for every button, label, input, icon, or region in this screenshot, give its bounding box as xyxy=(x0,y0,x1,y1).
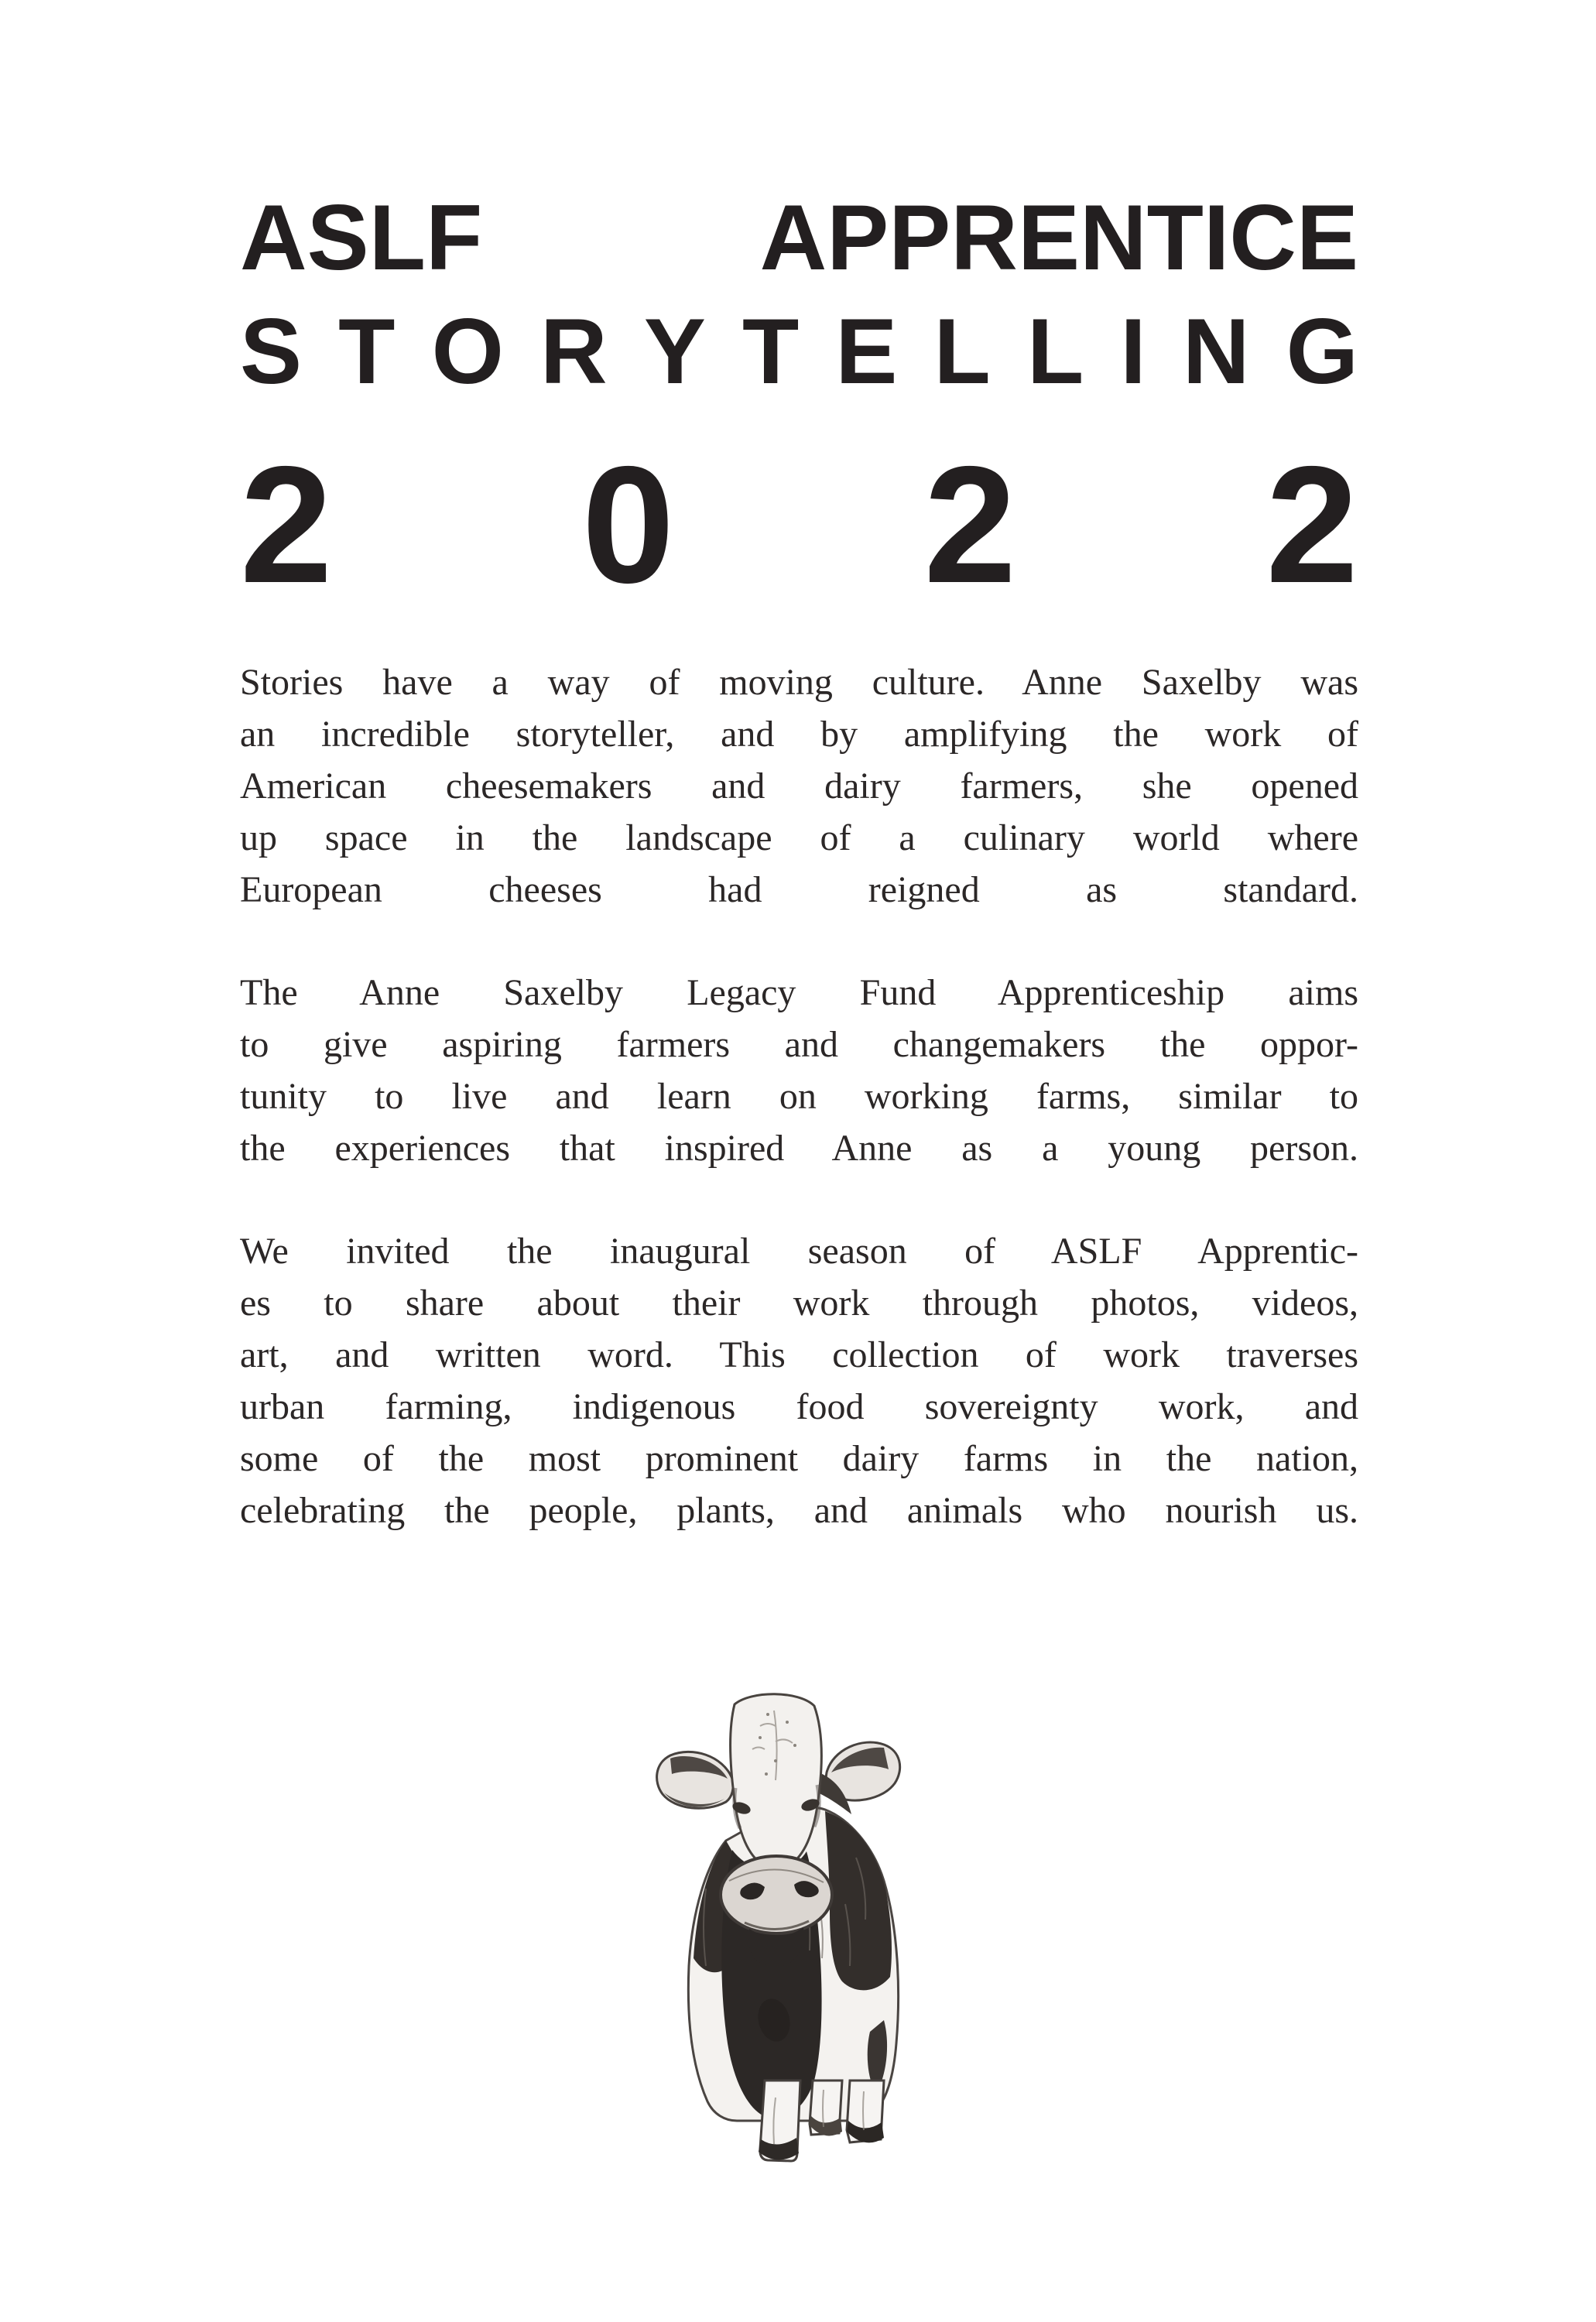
title-letter: G xyxy=(1286,300,1358,403)
paragraph-line: some of the most prominent dairy farms in the nation, xyxy=(240,1438,1358,1479)
title-letter: R xyxy=(540,300,608,403)
title-letter: N xyxy=(1182,300,1250,403)
paragraph-line: to give aspiring farmers and changemakers the oppor- xyxy=(240,1024,1358,1065)
paragraph-line: es to share about their work through photos, videos, xyxy=(240,1283,1358,1324)
title-letter: L xyxy=(1026,300,1084,403)
title-word-aslf: ASLF xyxy=(240,186,483,289)
cow-head xyxy=(730,1694,821,1868)
paragraph-line: The Anne Saxelby Legacy Fund Apprenticeship aims xyxy=(240,972,1358,1013)
paragraph-line: celebrating the people, plants, and animals who nourish us. xyxy=(240,1490,1358,1531)
page-title-year xyxy=(240,431,1358,618)
intro-paragraph-2 xyxy=(240,967,1358,1174)
title-letter: T xyxy=(741,300,800,403)
paragraph-line: up space in the landscape of a culinary world where xyxy=(240,817,1358,858)
cow-legs xyxy=(759,2081,884,2161)
title-letter: O xyxy=(431,300,504,403)
paragraph-line: tunity to live and learn on working farms, similar to xyxy=(240,1076,1358,1117)
intro-text xyxy=(240,656,1358,1536)
paragraph-line: Stories have a way of moving culture. Anne Saxelby was xyxy=(240,662,1358,703)
paragraph-line: European cheeses had reigned as standard. xyxy=(240,869,1358,910)
paragraph-line: urban farming, indigenous food sovereignty work, and xyxy=(240,1386,1358,1427)
title-letter: L xyxy=(933,300,991,403)
title-letter: 2 xyxy=(923,431,1017,618)
paragraph-line: an incredible storyteller, and by amplifying the work of xyxy=(240,714,1358,755)
title-letter: 2 xyxy=(1265,431,1358,618)
title-word-apprentice: APPRENTICE xyxy=(759,186,1358,289)
cow-illustration-container xyxy=(240,1656,1358,2167)
paragraph-line: American cheesemakers and dairy farmers, she opened xyxy=(240,765,1358,807)
intro-paragraph-3 xyxy=(240,1225,1358,1536)
title-letter: I xyxy=(1120,300,1146,403)
paragraph-line: We invited the inaugural season of ASLF Apprentic- xyxy=(240,1231,1358,1272)
intro-paragraph-1 xyxy=(240,656,1358,916)
page-title-line-2 xyxy=(240,300,1358,403)
title-letter: 0 xyxy=(581,431,675,618)
title-letter: S xyxy=(240,300,303,403)
title-letter: Y xyxy=(643,300,706,403)
page-title-line-1 xyxy=(240,186,1358,289)
cow-sketch-illustration xyxy=(652,1656,907,2167)
title-letter: T xyxy=(338,300,396,403)
title-letter: 2 xyxy=(240,431,333,618)
title-letter: E xyxy=(835,300,898,403)
paragraph-line: the experiences that inspired Anne as a young person. xyxy=(240,1128,1358,1169)
paragraph-line: art, and written word. This collection of work traverses xyxy=(240,1334,1358,1375)
